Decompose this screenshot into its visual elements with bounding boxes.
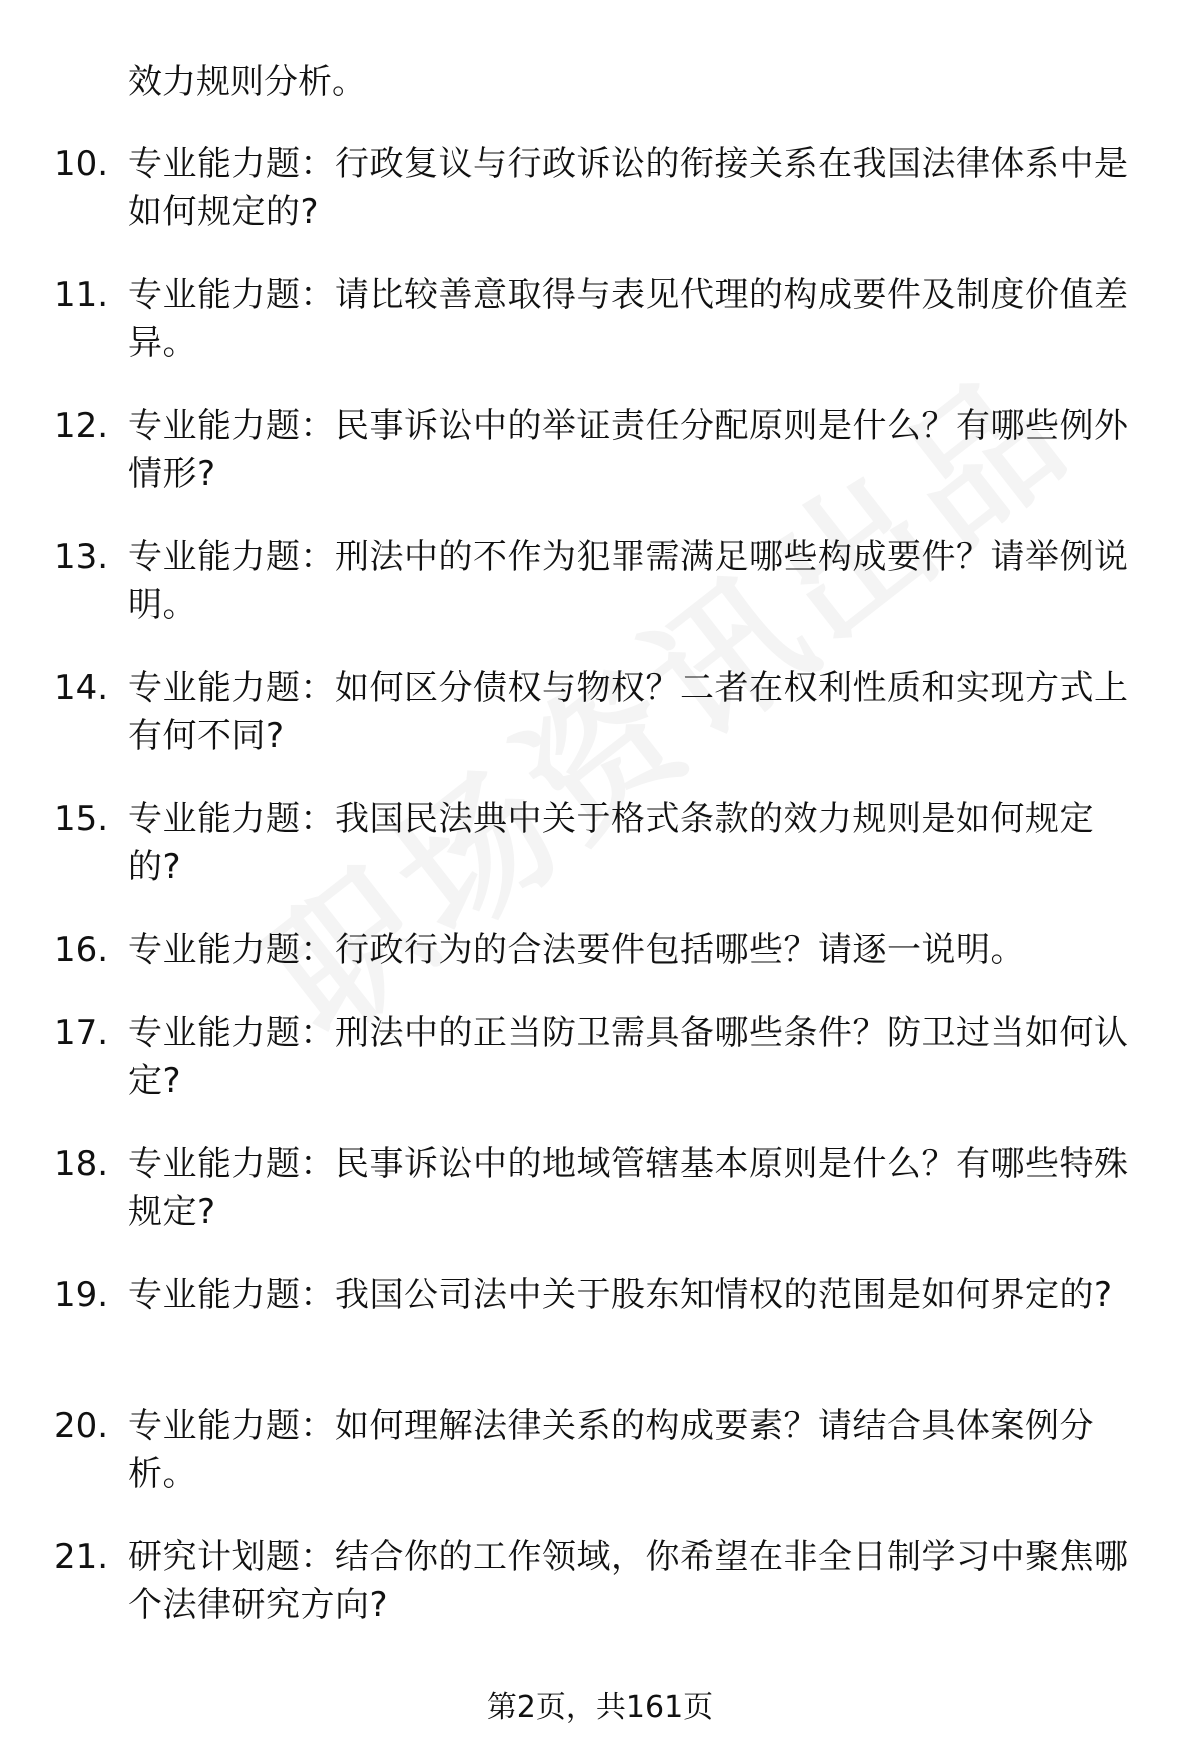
question-item [0,1009,1200,1140]
question-text: 专业能力题：我国公司法中关于股东知情权的范围是如何界定的? [128,1275,1113,1315]
question-number: 15. [54,799,109,839]
question-item [0,533,1200,664]
question-number: 16. [54,930,109,970]
question-list [0,140,1200,1664]
question-text: 专业能力题：如何区分债权与物权？二者在权利性质和实现方式上有何不同? [128,668,1129,756]
question-text: 专业能力题：民事诉讼中的举证责任分配原则是什么？有哪些例外情形? [128,406,1129,494]
question-number: 14. [54,668,109,708]
page-footer: 第2页，共161页 [486,1690,714,1725]
question-number: 17. [54,1013,109,1053]
question-item [0,271,1200,402]
question-item [0,1140,1200,1271]
question-number: 20. [54,1406,109,1446]
question-number: 11. [54,275,109,315]
question-number: 13. [54,537,109,577]
continuation-text: 效力规则分析。 [128,62,366,102]
question-number: 12. [54,406,109,446]
question-text: 专业能力题：我国民法典中关于格式条款的效力规则是如何规定的? [128,799,1094,887]
question-item [0,664,1200,795]
question-text: 专业能力题：刑法中的正当防卫需具备哪些条件？防卫过当如何认定? [128,1013,1129,1101]
question-item [0,140,1200,271]
question-item [0,402,1200,533]
question-text: 专业能力题：如何理解法律关系的构成要素？请结合具体案例分析。 [128,1406,1094,1494]
question-item [0,926,1200,1009]
question-number: 10. [54,144,109,184]
question-text: 专业能力题：行政复议与行政诉讼的衔接关系在我国法律体系中是如何规定的? [128,144,1129,232]
question-text: 专业能力题：民事诉讼中的地域管辖基本原则是什么？有哪些特殊规定? [128,1144,1129,1232]
question-item [0,1402,1200,1533]
question-number: 21. [54,1537,109,1577]
question-text: 专业能力题：行政行为的合法要件包括哪些？请逐一说明。 [128,930,1025,970]
question-item [0,795,1200,926]
question-text: 专业能力题：请比较善意取得与表见代理的构成要件及制度价值差异。 [128,275,1129,363]
question-text: 专业能力题：刑法中的不作为犯罪需满足哪些构成要件？请举例说明。 [128,537,1129,625]
question-number: 18. [54,1144,109,1184]
question-item [0,1271,1200,1402]
question-text: 研究计划题：结合你的工作领域，你希望在非全日制学习中聚焦哪个法律研究方向? [128,1537,1129,1625]
question-number: 19. [54,1275,109,1315]
question-item [0,1533,1200,1664]
